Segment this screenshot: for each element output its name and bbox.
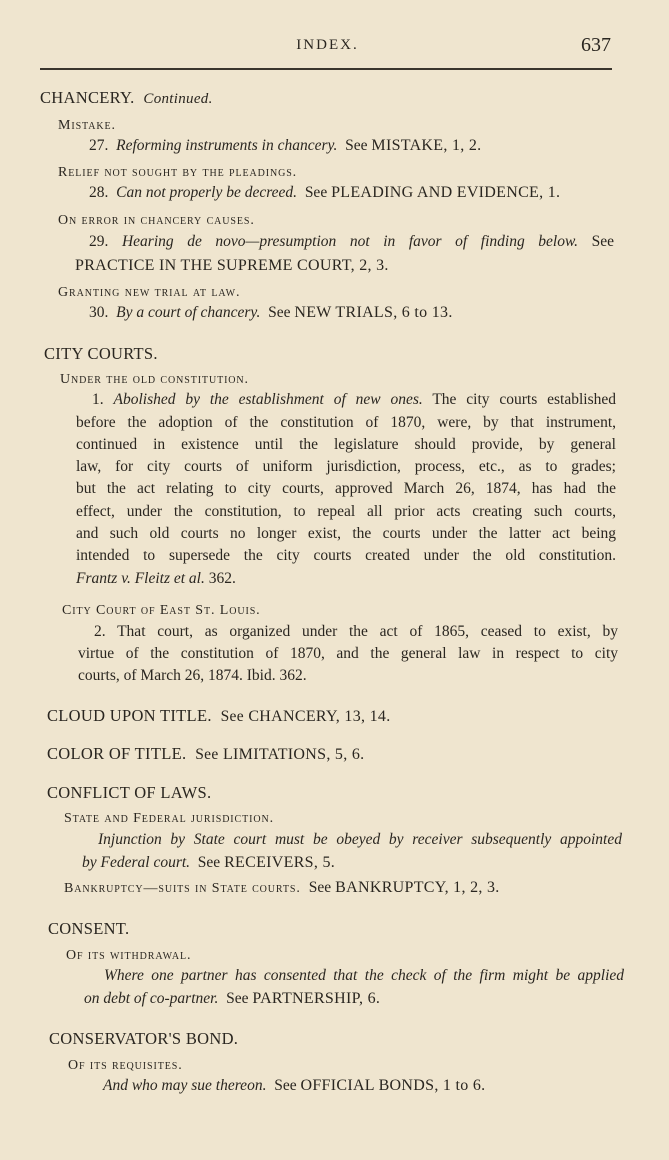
entry-text: on debt of co-partner. — [84, 990, 219, 1007]
see-label: See — [268, 304, 291, 321]
cross-reference: CHANCERY, 13, 14. — [248, 708, 391, 725]
case-page: 362. — [208, 570, 236, 587]
entry-state-federal-line2 — [82, 855, 335, 871]
entry-color-of-title — [47, 746, 364, 763]
case-citation — [76, 571, 236, 587]
entry-requisites — [103, 1078, 485, 1094]
entry-city-courts-line: intended to supersede the city courts created under the old constitution. — [76, 547, 616, 564]
see-label: See — [195, 746, 219, 763]
cross-reference: PLEADING AND EVIDENCE, 1. — [331, 184, 561, 201]
chancery-heading-line — [40, 90, 213, 107]
cross-reference: NEW TRIALS, 6 to 13. — [294, 304, 453, 321]
subhead-old-constitution: Under the old constitution. — [60, 372, 249, 387]
cross-reference: BANKRUPTCY, 1, 2, 3. — [335, 879, 500, 896]
entry-number: 27. — [89, 137, 109, 154]
entry-heading: CHANCERY. — [40, 88, 135, 107]
entry-text: Can not properly be decreed. — [116, 184, 298, 201]
cross-reference: MISTAKE, 1, 2. — [371, 137, 482, 154]
subhead-bankruptcy: Bankruptcy—suits in State courts. — [64, 881, 301, 896]
entry-city-courts-line: before the adoption of the constitution of 1870, were, by that instrument, — [76, 414, 616, 431]
entry-city-courts-line: and such old courts no longer exist, the courts under the latter act being — [76, 525, 616, 542]
entry-text: Hearing de novo—presumption not in favor of finding below. — [121, 233, 579, 250]
entry-east-st-louis-line2: virtue of the constitution of 1870, and the general law in respect to city — [78, 645, 618, 662]
entry-error-line1 — [89, 234, 614, 250]
entry-new-trial — [89, 305, 453, 321]
entry-number: 1. — [92, 391, 104, 408]
entry-text: Abolished by the establishment of new ones. — [113, 391, 423, 408]
entry-text: Reforming instruments in chancery. — [116, 137, 338, 154]
entry-mistake — [89, 138, 481, 154]
entry-text: That court, as organized under the act of 1865, ceased to exist, by — [117, 623, 618, 640]
see-label: See — [220, 708, 244, 725]
subhead-state-federal: State and Federal jurisdiction. — [64, 811, 274, 826]
entry-cloud-upon-title — [47, 708, 391, 725]
entry-number: 29. — [89, 233, 109, 250]
entry-city-courts-line: but the act relating to city courts, approved March 26, 1874, has had the — [76, 480, 616, 497]
entry-text: by Federal court. — [82, 854, 191, 871]
case-name: Frantz v. Fleitz et al. — [76, 570, 205, 587]
cross-reference: LIMITATIONS, 5, 6. — [222, 746, 365, 763]
cross-reference: OFFICIAL BONDS, 1 to 6. — [300, 1077, 486, 1094]
see-label: See — [226, 990, 249, 1007]
entry-number: 28. — [89, 184, 109, 201]
cross-reference: RECEIVERS, 5. — [224, 854, 336, 871]
subhead-requisites: Of its requisites. — [68, 1058, 183, 1073]
entry-heading: CONSERVATOR'S BOND. — [49, 1029, 239, 1048]
see-label: See — [308, 879, 332, 896]
entry-state-federal-line1: Injunction by State court must be obeyed by receiver subsequently appointed — [98, 831, 622, 848]
subhead-mistake: Mistake. — [58, 118, 116, 133]
see-label: See — [345, 137, 368, 154]
entry-city-courts-line1 — [92, 392, 616, 408]
running-title: INDEX. — [296, 37, 359, 53]
entry-heading: COLOR OF TITLE. — [47, 744, 187, 763]
entry-heading: CLOUD UPON TITLE. — [47, 706, 212, 725]
entry-heading: CONSENT. — [48, 919, 130, 938]
entry-withdrawal-line2 — [84, 991, 380, 1007]
subhead-east-st-louis: City Court of East St. Louis. — [62, 603, 261, 618]
entry-number: 30. — [89, 304, 109, 321]
see-label: See — [304, 184, 328, 201]
continued-label: Continued. — [143, 91, 213, 107]
entry-east-st-louis-line3: courts, of March 26, 1874. Ibid. 362. — [78, 667, 307, 684]
entry-text: By a court of chancery. — [116, 304, 261, 321]
entry-east-st-louis-line1 — [94, 624, 618, 640]
entry-city-courts-line: effect, under the constitution, to repeal all prior acts creating such courts, — [76, 503, 616, 520]
entry-relief — [89, 185, 560, 201]
subhead-new-trial: Granting new trial at law. — [58, 285, 241, 300]
entry-text: And who may sue thereon. — [103, 1077, 267, 1094]
entry-bankruptcy — [64, 880, 500, 896]
header-rule — [40, 68, 612, 70]
see-label: See — [197, 854, 221, 871]
subhead-withdrawal: Of its withdrawal. — [66, 948, 192, 963]
entry-number: 2. — [94, 623, 106, 640]
cross-reference: PARTNERSHIP, 6. — [252, 990, 381, 1007]
subhead-relief: Relief not sought by the pleadings. — [58, 165, 298, 180]
running-head — [40, 34, 615, 60]
entry-withdrawal-line1: Where one partner has consented that the check of the firm might be applied — [104, 967, 624, 984]
cross-reference: PRACTICE IN THE SUPREME COURT, 2, 3. — [75, 257, 389, 274]
entry-heading: CONFLICT OF LAWS. — [47, 783, 212, 802]
entry-city-courts-line: continued in existence until the legislature should provide, by general — [76, 436, 616, 453]
entry-text: The city courts established — [432, 391, 616, 408]
entry-city-courts-line: law, for city courts of uniform jurisdiction, process, etc., as to grades; — [76, 458, 616, 475]
subhead-error: On error in chancery causes. — [58, 213, 255, 228]
entry-heading: CITY COURTS. — [44, 344, 158, 363]
page-number: 637 — [581, 34, 611, 56]
see-label: See — [591, 233, 615, 250]
see-label: See — [274, 1077, 297, 1094]
